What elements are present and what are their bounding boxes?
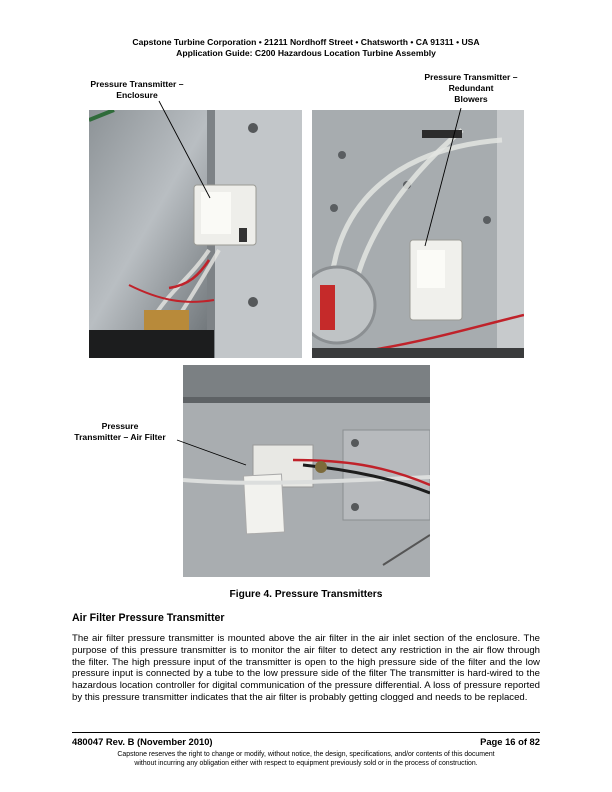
callout-redundant-line-1: Pressure Transmitter – xyxy=(424,72,518,82)
footer-rule xyxy=(72,732,540,733)
callout-enclosure-line-2: Enclosure xyxy=(116,90,158,100)
section-title: Air Filter Pressure Transmitter xyxy=(72,612,225,624)
callout-enclosure xyxy=(82,79,192,101)
photo-enclosure-transmitter xyxy=(89,110,302,358)
figure-caption: Figure 4. Pressure Transmitters xyxy=(229,589,383,600)
footer-disclaimer xyxy=(72,750,540,768)
callout-redundant-line-2: Redundant xyxy=(448,83,494,93)
photo-redundant-blowers-transmitter xyxy=(312,110,524,358)
photo-air-filter-transmitter xyxy=(183,365,430,577)
callout-air-filter-line-2: Transmitter – Air Filter xyxy=(74,432,166,442)
callout-enclosure-line-1: Pressure Transmitter – xyxy=(90,79,184,89)
section-body: The air filter pressure transmitter is mounted above the air filter in the air inlet section of the enclosure. The purpose of this pressure transmitter is to monitor the air filter to detect any restriction in the air flow through the filter. The high pressure input of the transmitter is open to the high pressure side of the filter and the low pressure input is connected by a tube to the low pressure side of the filter The transmitter is hard-wired to the hazardous location controller for digital communication of the pressure differential. A loss of pressure reported by this pressure transmitter indicates that the air filter is probably getting clogged and needs to be replaced. xyxy=(72,633,540,703)
callout-redundant-line-3: Blowers xyxy=(454,94,488,104)
callout-air-filter xyxy=(62,421,178,443)
footer-page-number: Page 16 of 82 xyxy=(480,736,540,747)
header-line-2: Application Guide: C200 Hazardous Location Turbine Assembly xyxy=(176,48,436,58)
header-line-1: Capstone Turbine Corporation • 21211 Nordhoff Street • Chatsworth • CA 91311 • USA xyxy=(132,37,480,47)
callout-air-filter-line-1: Pressure xyxy=(101,421,139,431)
callout-redundant-blowers xyxy=(412,72,530,105)
footer-disclaimer-line-1: Capstone reserves the right to change or modify, without notice, the design, specifications, and/or contents of this document xyxy=(117,751,495,758)
footer-disclaimer-line-2: without incurring any obligation either with respect to equipment previously sold or in the process of construction. xyxy=(134,760,478,767)
footer-doc-ref: 480047 Rev. B (November 2010) xyxy=(72,736,213,747)
